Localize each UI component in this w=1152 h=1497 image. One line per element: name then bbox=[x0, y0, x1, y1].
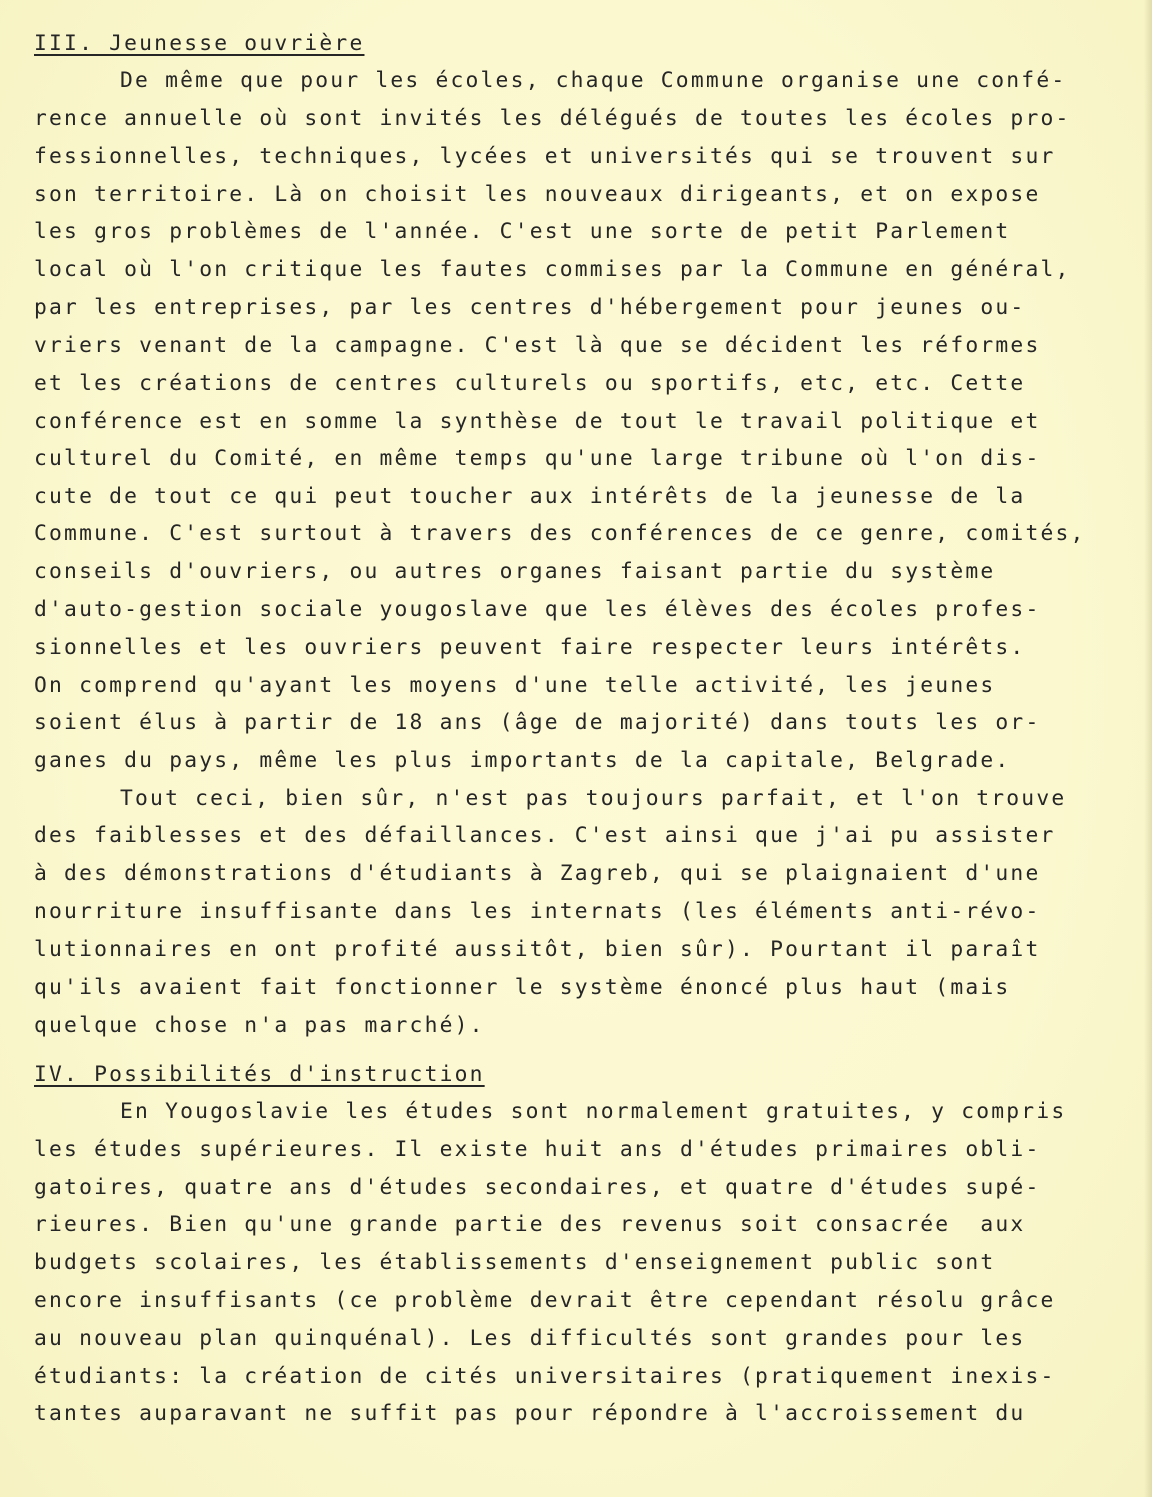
text-line: étudiants: la création de cités universitaires (pratiquement inexis- bbox=[34, 1364, 1056, 1389]
text-line: tantes auparavant ne suffit pas pour répondre à l'accroissement du bbox=[34, 1401, 1026, 1426]
text-line: d'auto-gestion sociale yougoslave que les élèves des écoles profes- bbox=[34, 597, 1041, 622]
text-line: qu'ils avaient fait fonctionner le système énoncé plus haut (mais bbox=[34, 975, 1011, 1000]
text-line: rieures. Bien qu'une grande partie des revenus soit consacrée aux bbox=[34, 1212, 1026, 1237]
text-line: quelque chose n'a pas marché). bbox=[34, 1013, 485, 1038]
text-line: cute de tout ce qui peut toucher aux intérêts de la jeunesse de la bbox=[34, 484, 1026, 509]
text-line: gatoires, quatre ans d'études secondaires, et quatre d'études supé- bbox=[34, 1175, 1041, 1200]
text-line: En Yougoslavie les études sont normalement gratuites, y compris bbox=[120, 1099, 1067, 1124]
text-line: conférence est en somme la synthèse de tout le travail politique et bbox=[34, 409, 1041, 434]
text-line: sionnelles et les ouvriers peuvent faire respecter leurs intérêts. bbox=[34, 635, 1026, 660]
text-line: son territoire. Là on choisit les nouveaux dirigeants, et on expose bbox=[34, 182, 1041, 207]
text-line: les gros problèmes de l'année. C'est une sorte de petit Parlement bbox=[34, 219, 1011, 244]
text-line: Tout ceci, bien sûr, n'est pas toujours parfait, et l'on trouve bbox=[120, 786, 1067, 811]
section-heading: III. Jeunesse ouvrière bbox=[34, 31, 365, 56]
text-line: budgets scolaires, les établissements d'enseignement public sont bbox=[34, 1250, 996, 1275]
text-line: fessionnelles, techniques, lycées et universités qui se trouvent sur bbox=[34, 144, 1056, 169]
section-heading: IV. Possibilités d'instruction bbox=[34, 1062, 485, 1087]
text-line: à des démonstrations d'étudiants à Zagreb, qui se plaignaient d'une bbox=[34, 861, 1041, 886]
text-line: au nouveau plan quinquénal). Les difficultés sont grandes pour les bbox=[34, 1326, 1026, 1351]
text-line: Commune. C'est surtout à travers des conférences de ce genre, comités, bbox=[34, 521, 1086, 546]
text-line: lutionnaires en ont profité aussitôt, bien sûr). Pourtant il paraît bbox=[34, 937, 1041, 962]
text-line: encore insuffisants (ce problème devrait être cependant résolu grâce bbox=[34, 1288, 1056, 1313]
text-line: des faiblesses et des défaillances. C'est ainsi que j'ai pu assister bbox=[34, 823, 1056, 848]
text-line: On comprend qu'ayant les moyens d'une telle activité, les jeunes bbox=[34, 673, 996, 698]
text-line: soient élus à partir de 18 ans (âge de majorité) dans touts les or- bbox=[34, 710, 1041, 735]
text-line: par les entreprises, par les centres d'hébergement pour jeunes ou- bbox=[34, 295, 1026, 320]
text-line: nourriture insuffisante dans les internats (les éléments anti-révo- bbox=[34, 899, 1041, 924]
text-line: local où l'on critique les fautes commises par la Commune en général, bbox=[34, 257, 1071, 282]
text-line: ganes du pays, même les plus importants de la capitale, Belgrade. bbox=[34, 748, 1011, 773]
text-line: conseils d'ouvriers, ou autres organes faisant partie du système bbox=[34, 559, 996, 584]
text-line: et les créations de centres culturels ou sportifs, etc, etc. Cette bbox=[34, 371, 1026, 396]
text-line: De même que pour les écoles, chaque Commune organise une confé- bbox=[120, 68, 1067, 93]
text-line: les études supérieures. Il existe huit ans d'études primaires obli- bbox=[34, 1137, 1041, 1162]
text-line: rence annuelle où sont invités les délégués de toutes les écoles pro- bbox=[34, 106, 1071, 131]
text-line: vriers venant de la campagne. C'est là que se décident les réformes bbox=[34, 333, 1041, 358]
text-line: culturel du Comité, en même temps qu'une large tribune où l'on dis- bbox=[34, 446, 1041, 471]
